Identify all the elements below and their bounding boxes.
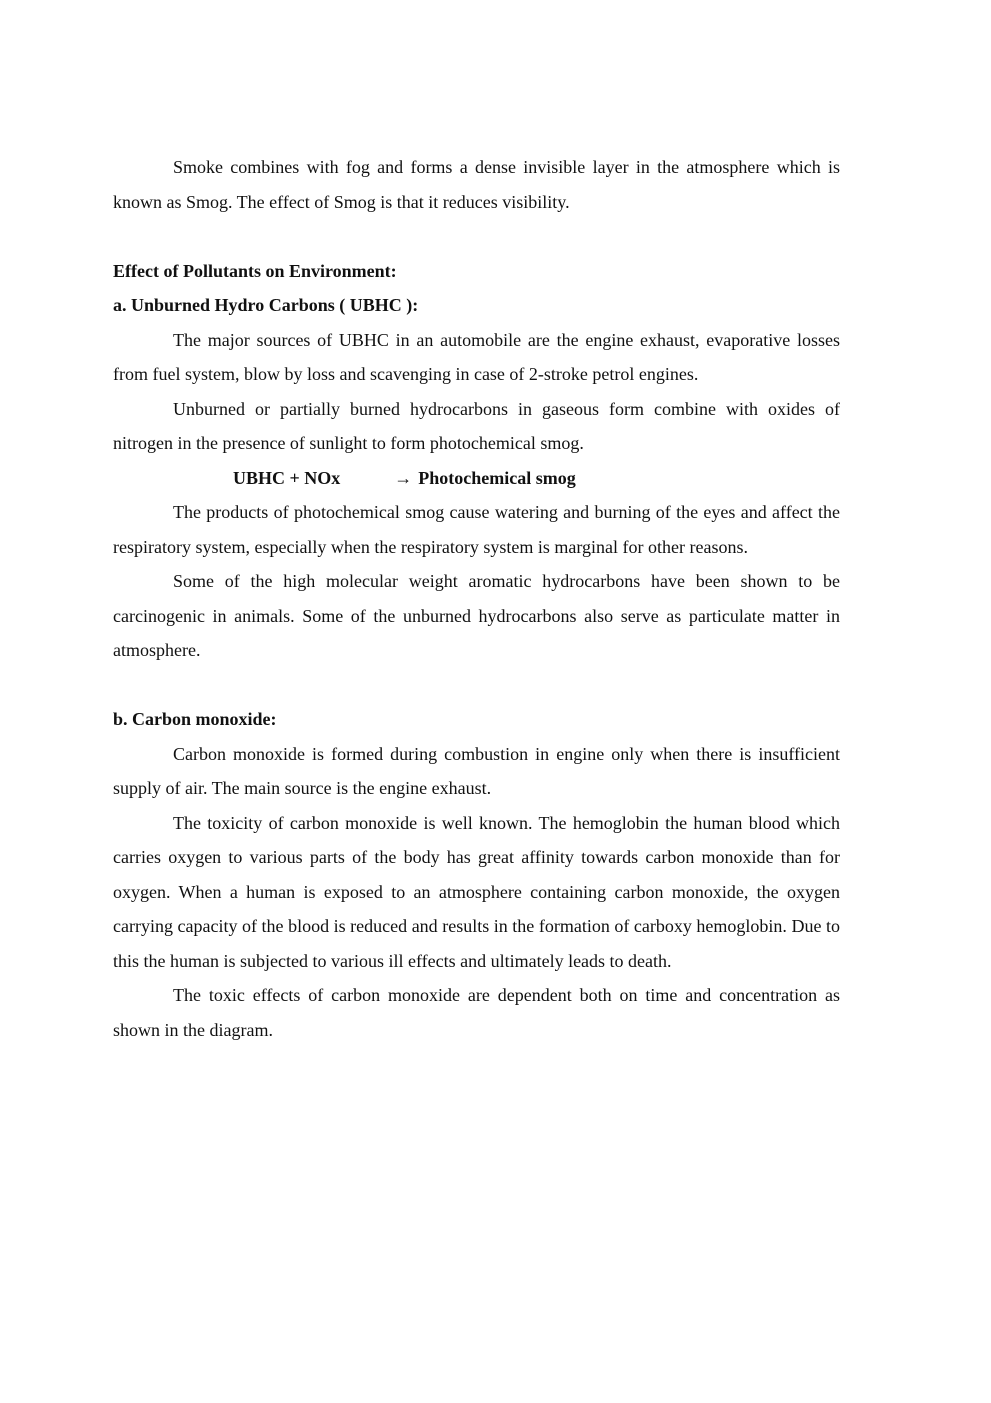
document-page — [113, 150, 840, 1047]
spacer — [113, 219, 840, 254]
co-paragraph-formation: Carbon monoxide is formed during combustion in engine only when there is insufficient supply of air. The main source is the engine exhaust. — [113, 743, 840, 798]
ubhc-paragraph-sources: The major sources of UBHC in an automobile are the engine exhaust, evaporative losses from fuel system, blow by loss and scavenging in case of 2-stroke petrol engines. — [113, 329, 840, 384]
intro-paragraph: Smoke combines with fog and forms a dense invisible layer in the atmosphere which is known as Smog. The effect of Smog is that it reduces visibility. — [113, 157, 840, 212]
ubhc-paragraph-carcinogenic: Some of the high molecular weight aromatic hydrocarbons have been shown to be carcinogenic in animals. Some of the unburned hydrocarbons also serve as particulate matter in atmosphere. — [113, 571, 840, 660]
co-paragraph-dependence: The toxic effects of carbon monoxide are dependent both on time and concentration as shown in the diagram. — [113, 985, 840, 1040]
right-arrow-icon: → — [394, 467, 413, 488]
ubhc-paragraph-smog: Unburned or partially burned hydrocarbons in gaseous form combine with oxides of nitrogen in the presence of sunlight to form photochemical smog. — [113, 398, 840, 453]
section-title: Effect of Pollutants on Environment: — [113, 260, 397, 281]
ubhc-heading: a. Unburned Hydro Carbons ( UBHC ): — [113, 295, 419, 315]
equation-lhs: UBHC + NOx — [233, 467, 341, 488]
co-heading: b. Carbon monoxide: — [113, 709, 277, 729]
smog-equation — [113, 461, 840, 496]
equation-rhs: Photochemical smog — [418, 467, 576, 488]
spacer — [113, 668, 840, 703]
ubhc-paragraph-effects: The products of photochemical smog cause watering and burning of the eyes and affect the respiratory system, especially when the respiratory system is marginal for other reasons. — [113, 502, 840, 557]
co-paragraph-toxicity: The toxicity of carbon monoxide is well known. The hemoglobin the human blood which carries oxygen to various parts of the body has great affinity towards carbon monoxide than for oxygen. When a human is exposed to an atmosphere containing carbon monoxide, the oxygen carrying capacity of the blood is reduced and results in the formation of carboxy hemoglobin. Due to this the human is subjected to various ill effects and ultimately leads to death. — [113, 812, 840, 971]
